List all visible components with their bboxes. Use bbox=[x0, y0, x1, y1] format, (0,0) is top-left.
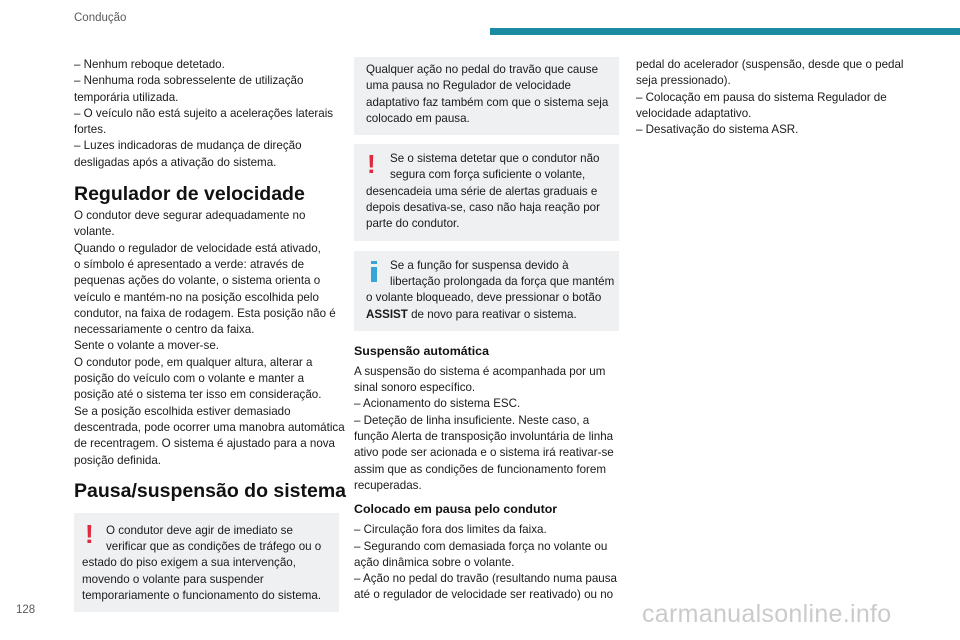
text-line: fortes. bbox=[74, 123, 107, 137]
text-line: adaptativo faz também com que o sistema seja bbox=[366, 95, 609, 109]
page-number: 128 bbox=[16, 604, 36, 616]
text-line: colocado em pausa. bbox=[366, 111, 470, 125]
text-line: desencadeia uma série de alertas graduais e bbox=[366, 184, 598, 198]
text-line: pedal do acelerador (suspensão, desde que o pedal bbox=[636, 58, 904, 71]
text-line: ativo pode ser acionada e o sistema irá reativar-se bbox=[354, 446, 614, 460]
text-line: – Desativação do sistema ASR. bbox=[636, 123, 799, 137]
text-line: necessariamente o centro da faixa. bbox=[74, 323, 255, 337]
column-2 bbox=[354, 57, 619, 604]
text-line: – Luzes indicadoras de mudança de direção bbox=[74, 139, 302, 153]
warning-box bbox=[74, 513, 339, 612]
text-line bbox=[366, 307, 609, 323]
text-line: – Nenhuma roda sobresselente de utilização bbox=[74, 74, 304, 88]
suspensao-paragraph bbox=[354, 364, 619, 494]
warning-box bbox=[354, 144, 619, 240]
section-title: Condução bbox=[74, 12, 127, 24]
text-line: uma pausa no Regulador de velocidade bbox=[366, 79, 571, 93]
text-line: libertação prolongada da força que mantém bbox=[390, 274, 615, 288]
text-line: de recentragem. O sistema é ajustado para a nova bbox=[74, 437, 336, 451]
text-line: segura com força suficiente o volante, bbox=[390, 168, 586, 182]
assist-button-name: ASSIST bbox=[366, 307, 408, 321]
text-line: temporária utilizada. bbox=[74, 90, 179, 104]
text-line: pequenas ações do volante, o sistema orienta o bbox=[74, 274, 321, 288]
heading-pausa-condutor: Colocado em pausa pelo condutor bbox=[354, 502, 558, 517]
text-line: condutor, na faixa de rodagem. Esta posição não é bbox=[74, 306, 336, 320]
text-line: seja pressionado). bbox=[636, 74, 731, 88]
text-line: Se a função for suspensa devido à bbox=[390, 258, 569, 272]
text-line: Qualquer ação no pedal do travão que cause bbox=[366, 63, 599, 76]
text-line: ação dinâmica sobre o volante. bbox=[354, 555, 515, 569]
text-line: até o regulador de velocidade ser reativado) ou no bbox=[354, 588, 614, 602]
conditions-list bbox=[74, 57, 339, 171]
header-accent-bar bbox=[490, 28, 960, 35]
text-line: velocidade adaptativo. bbox=[636, 106, 752, 120]
text-line: função Alerta de transposição involuntária de linha bbox=[354, 430, 614, 444]
text-line: posição até o sistema ter isso em consideração. bbox=[74, 388, 322, 402]
note-box bbox=[354, 57, 619, 135]
text-line: descentrada, pode ocorrer uma manobra automática bbox=[74, 420, 345, 434]
text-line: – Segurando com demasiada força no volante ou bbox=[354, 539, 608, 553]
text-line: o volante bloqueado, deve pressionar o botão bbox=[366, 291, 602, 305]
text-line: parte do condutor. bbox=[366, 217, 460, 231]
text-line: – Nenhum reboque detetado. bbox=[74, 58, 225, 71]
text-line: O condutor deve agir de imediato se bbox=[106, 523, 293, 537]
watermark: carmanualsonline.info bbox=[642, 600, 892, 628]
text-line: temporariamente o funcionamento do sistema. bbox=[82, 589, 322, 603]
text-line: – Deteção de linha insuficiente. Neste caso, a bbox=[354, 413, 590, 427]
text-line: – O veículo não está sujeito a acelerações laterais bbox=[74, 106, 334, 120]
regulador-paragraph bbox=[74, 208, 345, 469]
pausa-condutor-paragraph bbox=[354, 522, 619, 603]
text-line: volante. bbox=[74, 225, 115, 239]
text-line: A suspensão do sistema é acompanhada por um bbox=[354, 364, 606, 378]
text-line: veículo e mantém-no na posição escolhida pelo bbox=[74, 290, 319, 304]
text-line: estado do piso exigem a sua intervenção, bbox=[82, 556, 296, 570]
text-line: posição do veículo com o volante e manter a bbox=[74, 372, 305, 386]
text-line: Se o sistema detetar que o condutor não bbox=[390, 152, 600, 166]
text-line: – Circulação fora dos limites da faixa. bbox=[354, 523, 547, 537]
text-line: – Ação no pedal do travão (resultando numa pausa bbox=[354, 572, 617, 586]
heading-pausa: Pausa/suspensão do sistema bbox=[74, 479, 347, 502]
text-line: Se a posição escolhida estiver demasiado bbox=[74, 404, 291, 418]
exclamation-warning-icon: ! bbox=[367, 149, 376, 180]
text-line: movendo o volante para suspender bbox=[82, 572, 264, 586]
exclamation-warning-icon: ! bbox=[85, 518, 94, 549]
text-line: depois desativa-se, caso não haja reação por bbox=[366, 201, 600, 215]
text-line: assim que as condições de funcionamento forem bbox=[354, 462, 606, 476]
text-line: posição definida. bbox=[74, 453, 162, 467]
column-1 bbox=[74, 57, 347, 612]
text-line: o símbolo é apresentado a verde: através de bbox=[74, 257, 305, 271]
text-line: O condutor pode, em qualquer altura, alterar a bbox=[74, 355, 313, 369]
text-span: de novo para reativar o sistema. bbox=[407, 307, 577, 321]
heading-suspensao: Suspensão automática bbox=[354, 343, 489, 358]
text-line: Sente o volante a mover-se. bbox=[74, 339, 220, 353]
text-line: desligadas após a ativação do sistema. bbox=[74, 155, 277, 169]
text-line: – Acionamento do sistema ESC. bbox=[354, 397, 521, 411]
heading-regulador: Regulador de velocidade bbox=[74, 183, 305, 206]
text-line: Quando o regulador de velocidade está ativado, bbox=[74, 241, 321, 255]
text-line: O condutor deve segurar adequadamente no bbox=[74, 209, 306, 223]
text-line: sinal sonoro específico. bbox=[354, 381, 476, 395]
text-line: verificar que as condições de tráfego ou o bbox=[106, 540, 322, 554]
text-line: recuperadas. bbox=[354, 478, 422, 492]
column-3 bbox=[636, 57, 906, 138]
text-line: – Colocação em pausa do sistema Regulador de bbox=[636, 90, 887, 104]
info-box bbox=[354, 251, 619, 331]
